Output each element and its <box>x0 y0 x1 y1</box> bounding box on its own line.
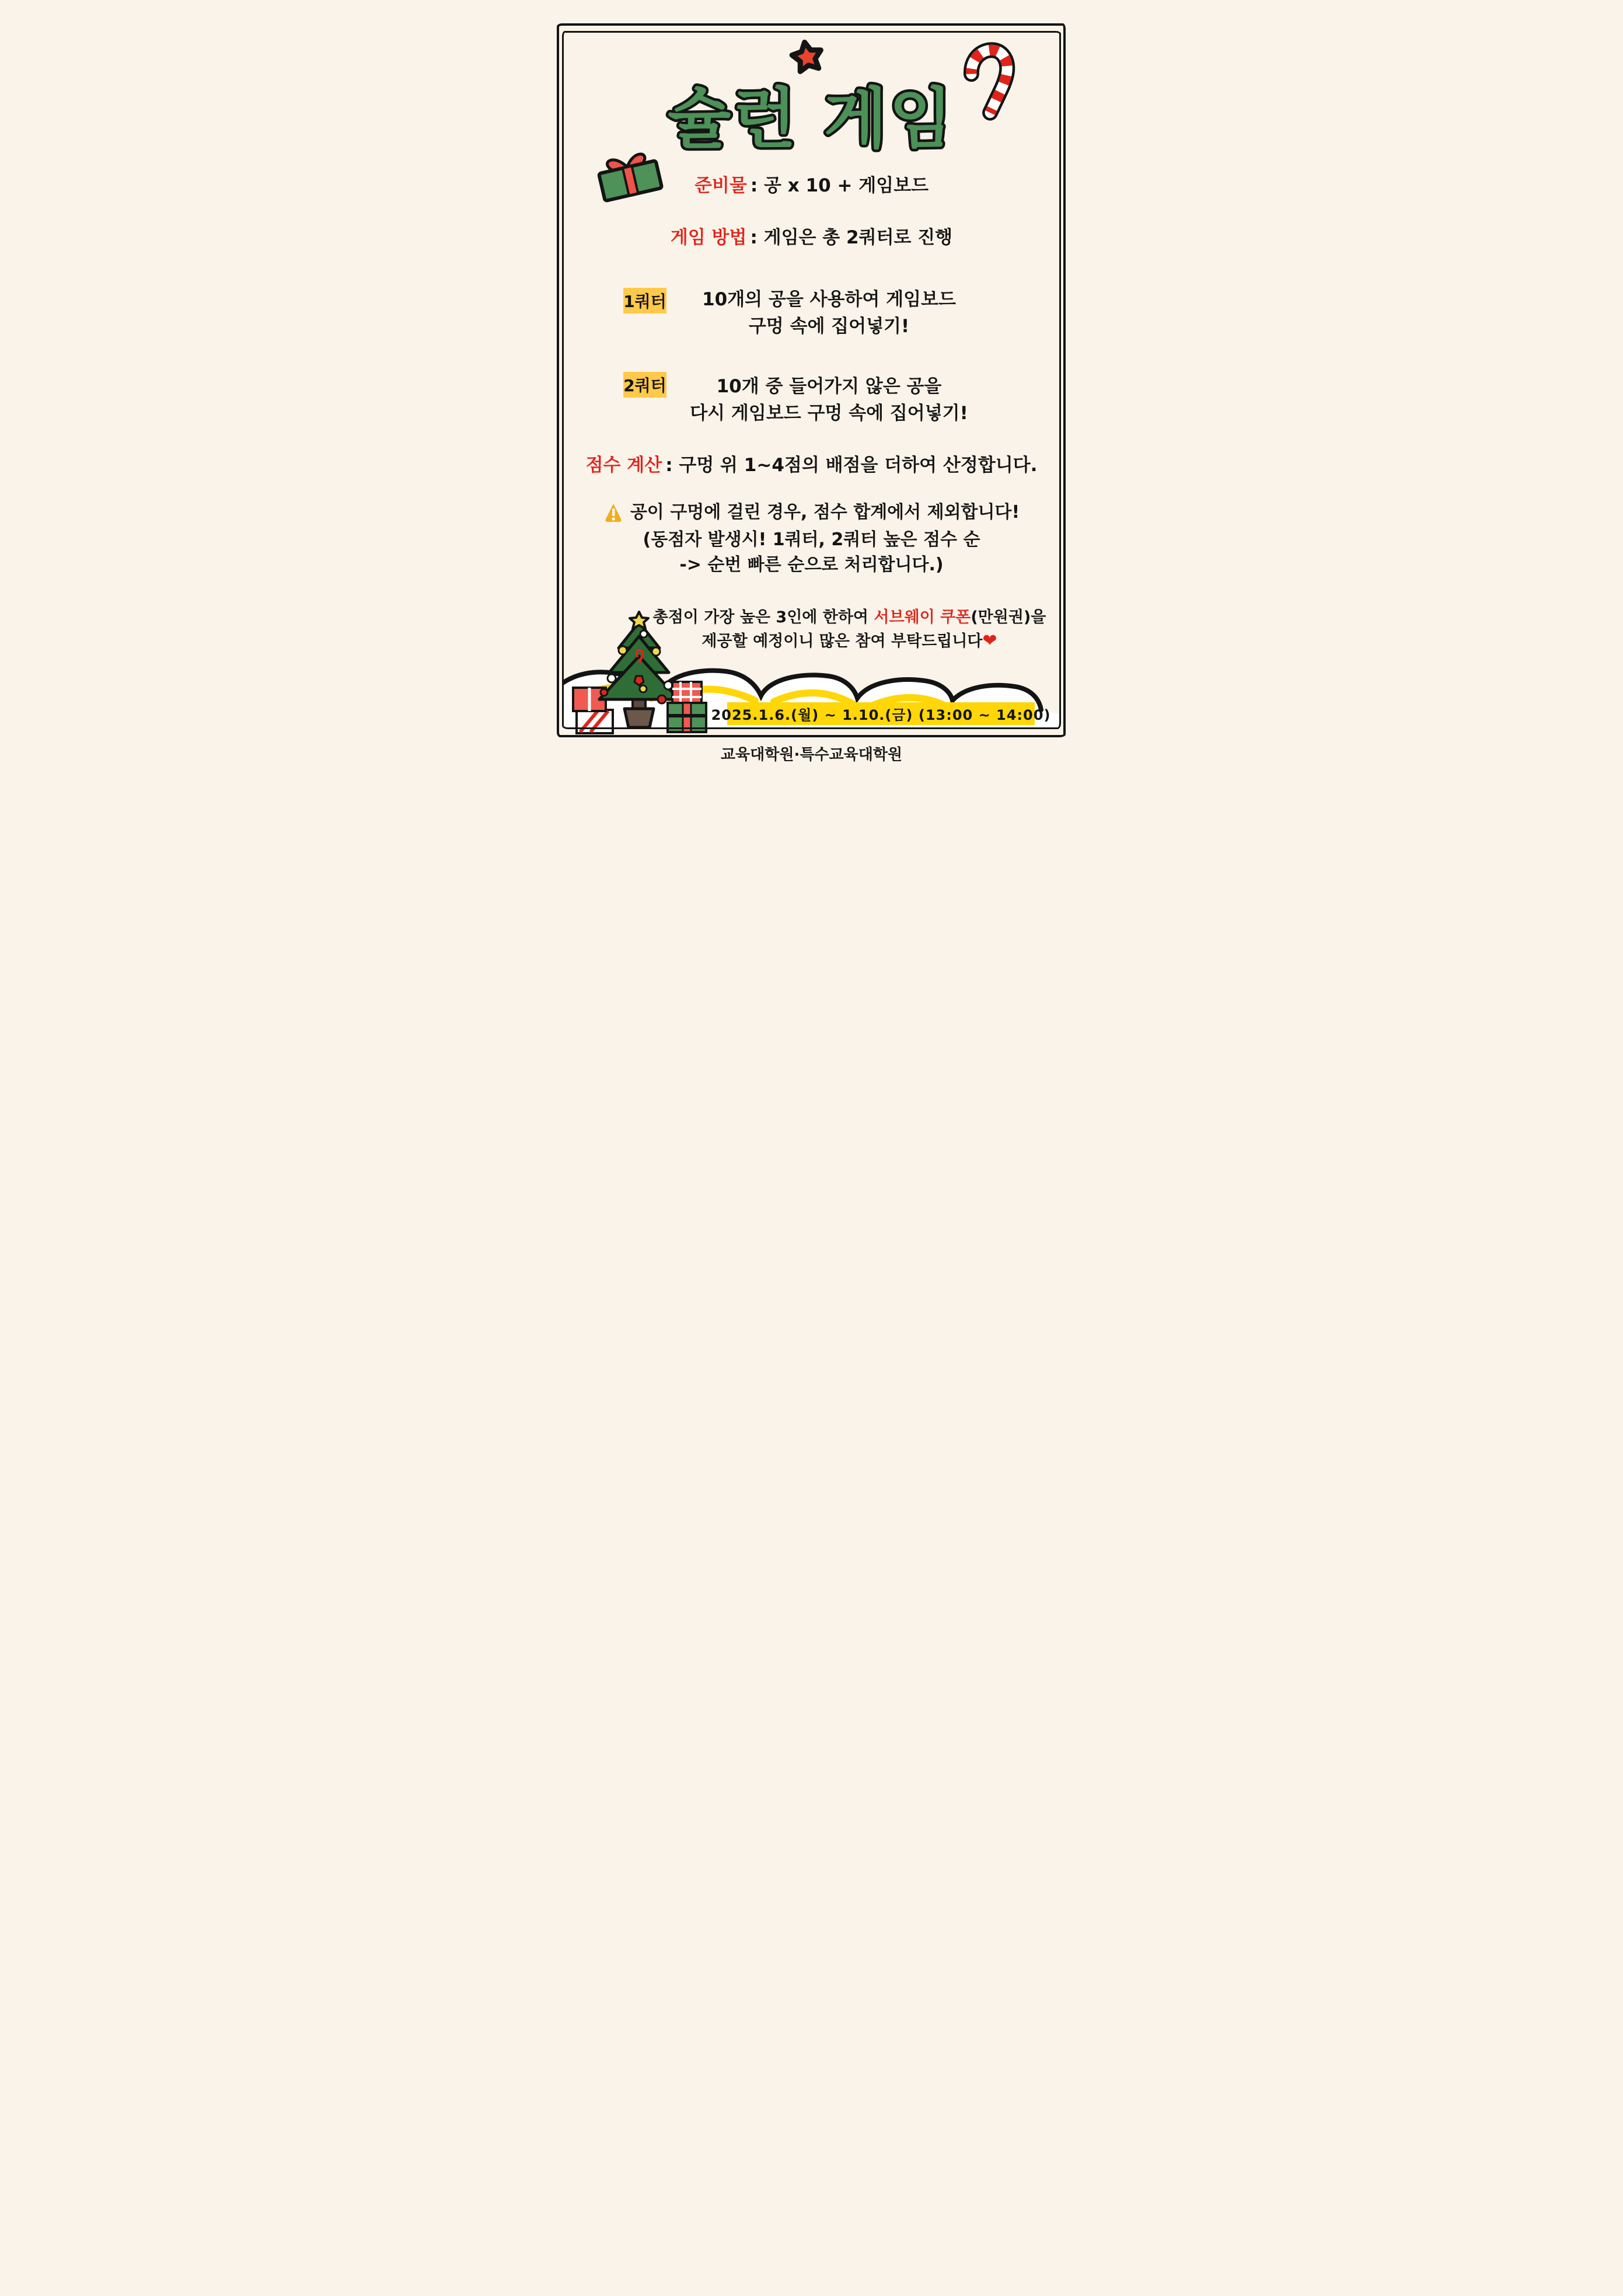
gift-stack-right <box>668 682 706 732</box>
quarter-2-text <box>576 373 1082 427</box>
warning-icon <box>603 502 623 523</box>
quarter-1-line1: 10개의 공을 사용하여 게임보드 <box>702 289 956 310</box>
quarter-2-badge: 2쿼터 <box>623 372 666 398</box>
star-icon <box>786 36 829 78</box>
method-row <box>541 225 1082 250</box>
quarter-2-line2: 다시 게임보드 구멍 속에 집어넣기! <box>690 403 968 424</box>
warning-row <box>541 500 1082 525</box>
score-label: 점수 계산 <box>585 455 662 476</box>
date-banner <box>711 702 1051 725</box>
warning-row2 <box>541 527 1082 553</box>
materials-row <box>541 173 1082 198</box>
prize-line2: 제공할 예정이니 많은 참여 부탁드립니다 <box>701 632 983 650</box>
method-value: : 게임은 총 2쿼터로 진행 <box>750 227 953 248</box>
quarter-1-line2: 구멍 속에 집어넣기! <box>748 316 910 337</box>
date-banner-text: 2025.1.6.(월) ~ 1.10.(금) (13:00 ~ 14:00) <box>711 707 1051 723</box>
prize-line1-post: (만원권)을 <box>971 608 1046 626</box>
quarter-1-badge: 1쿼터 <box>623 288 666 313</box>
warning-line1: 공이 구멍에 걸린 경우, 점수 합계에서 제외합니다! <box>630 502 1020 522</box>
score-row <box>541 452 1082 478</box>
warning-row3 <box>541 552 1082 578</box>
prize-highlight: 서브웨이 쿠폰 <box>874 608 971 626</box>
quarter-1-text <box>576 286 1082 340</box>
heart-icon: ❤ <box>982 630 997 651</box>
warning-line3: -> 순번 빠른 순으로 처리합니다.) <box>679 555 944 575</box>
quarter-2-line1: 10개 중 들어가지 않은 공을 <box>716 376 942 397</box>
materials-label: 준비물 <box>694 175 747 196</box>
christmas-game-poster <box>541 0 1082 765</box>
method-label: 게임 방법 <box>670 227 747 248</box>
materials-value: : 공 x 10 + 게임보드 <box>750 175 929 196</box>
warning-line2: (동점자 발생시! 1쿼터, 2쿼터 높은 점수 순 <box>643 529 980 550</box>
prize-line1-pre: 총점이 가장 높은 3인에 한하여 <box>652 608 874 626</box>
poster-title: 슐런 게임 <box>668 81 955 157</box>
footer-text: 교육대학원·특수교육대학원 <box>720 746 903 764</box>
christmas-tree-icon <box>567 611 713 734</box>
score-value: : 구멍 위 1~4점의 배점을 더하여 산정합니다. <box>665 455 1038 476</box>
